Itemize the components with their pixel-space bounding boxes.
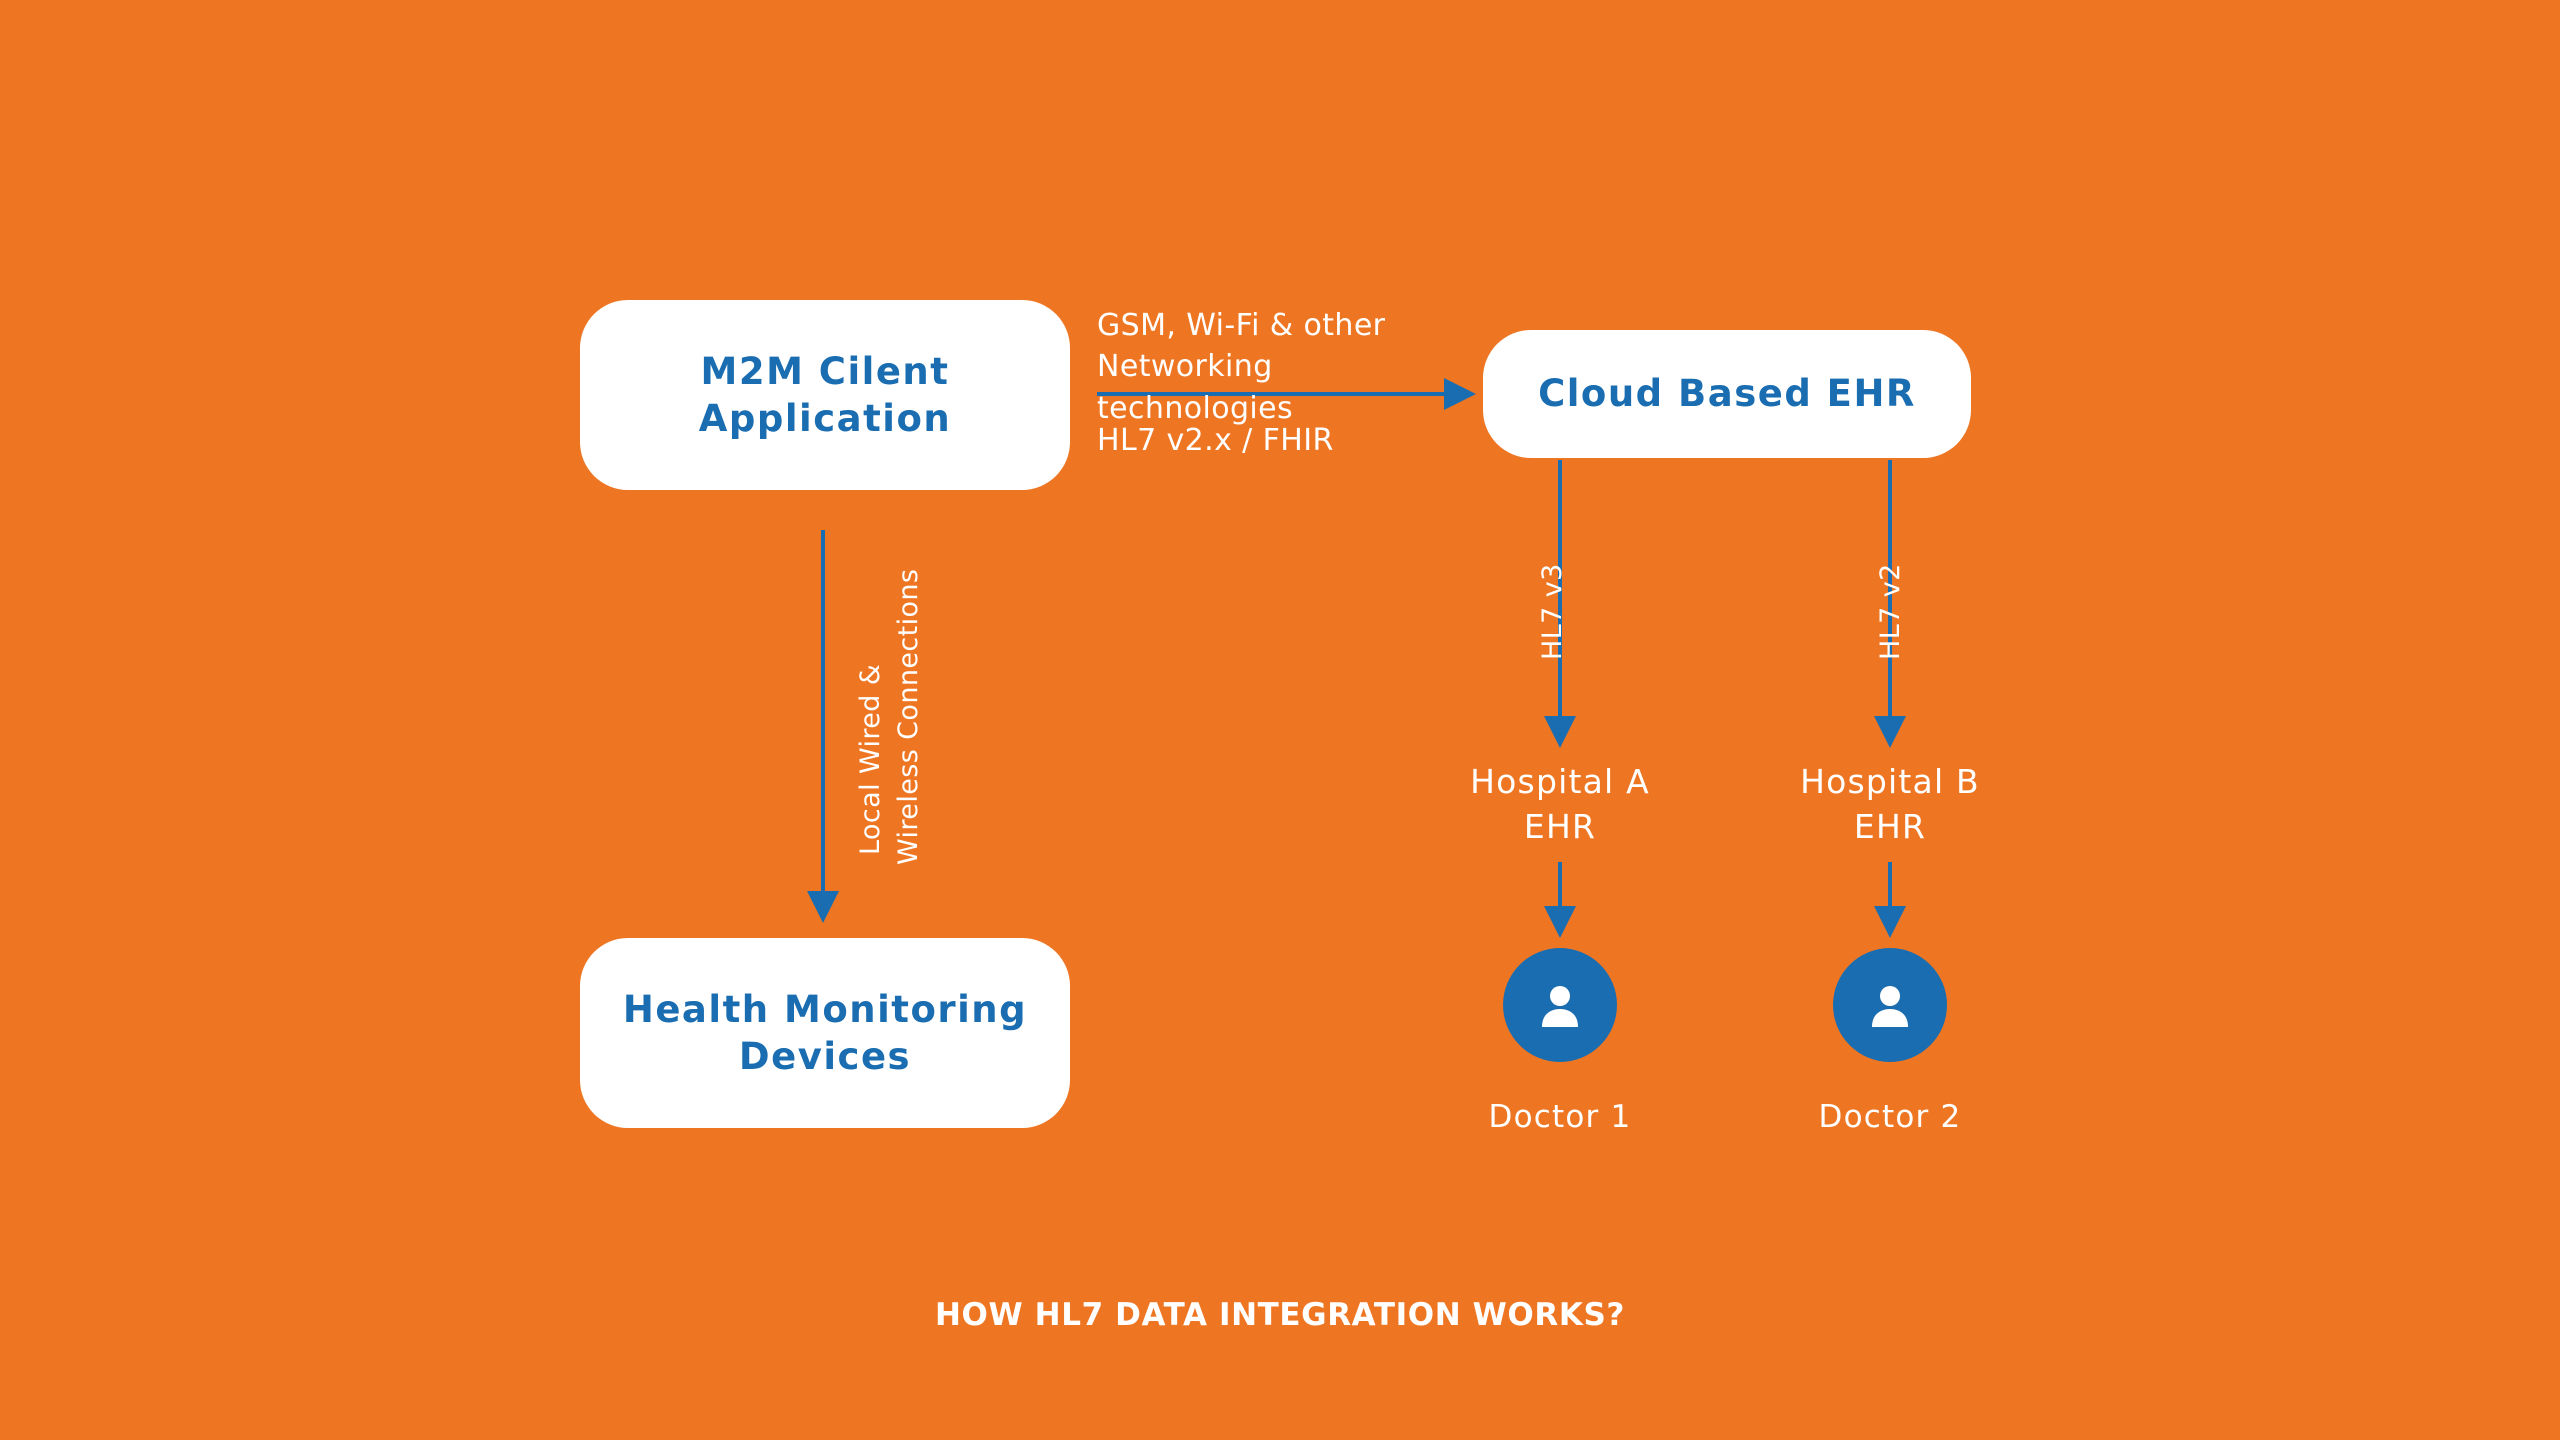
- node-hospital-a-line2: EHR: [1523, 806, 1597, 846]
- node-hospital-a: [1410, 760, 1710, 849]
- edge-label-wireless-connections: Wireless Connections: [893, 568, 924, 865]
- node-health-monitoring-devices: [580, 938, 1070, 1128]
- edge-label-hl7-v2: HL7 v2: [1875, 563, 1906, 660]
- node-hospital-b: [1740, 760, 2040, 849]
- edge-label-hl7-protocol: [1097, 420, 1427, 461]
- edge-label-networking-line1: GSM, Wi-Fi & other: [1097, 308, 1386, 343]
- edge-label-local-wired: Local Wired &: [855, 663, 886, 855]
- edge-label-networking-line2: Networking technologies: [1097, 349, 1294, 426]
- node-hospital-b-line1: Hospital B: [1800, 762, 1980, 801]
- edge-label-networking: [1097, 305, 1457, 429]
- node-m2m-label-line2: Application: [698, 397, 952, 440]
- node-hospital-b-line2: EHR: [1853, 806, 1927, 846]
- node-health-label-line1: Health Monitoring: [622, 987, 1028, 1031]
- edge-label-hl7-protocol-text: HL7 v2.x / FHIR: [1097, 423, 1334, 458]
- node-doctor-2: Doctor 2: [1818, 1099, 1962, 1135]
- user-icon: [1532, 977, 1588, 1033]
- node-cloud-label: Cloud Based EHR: [1538, 372, 1916, 416]
- node-cloud-based-ehr: [1483, 330, 1971, 458]
- edge-label-hl7-v3: HL7 v3: [1537, 563, 1568, 660]
- node-doctor-1: Doctor 1: [1488, 1099, 1632, 1135]
- diagram-title: HOW HL7 DATA INTEGRATION WORKS?: [934, 1297, 1625, 1333]
- avatar-doctor-1: [1503, 948, 1617, 1062]
- node-health-label-line2: Devices: [738, 1035, 912, 1078]
- node-hospital-a-line1: Hospital A: [1470, 762, 1650, 801]
- node-m2m-label-line1: M2M Cilent: [700, 349, 950, 393]
- avatar-doctor-2: [1833, 948, 1947, 1062]
- user-icon: [1862, 977, 1918, 1033]
- node-m2m-client-application: [580, 300, 1070, 490]
